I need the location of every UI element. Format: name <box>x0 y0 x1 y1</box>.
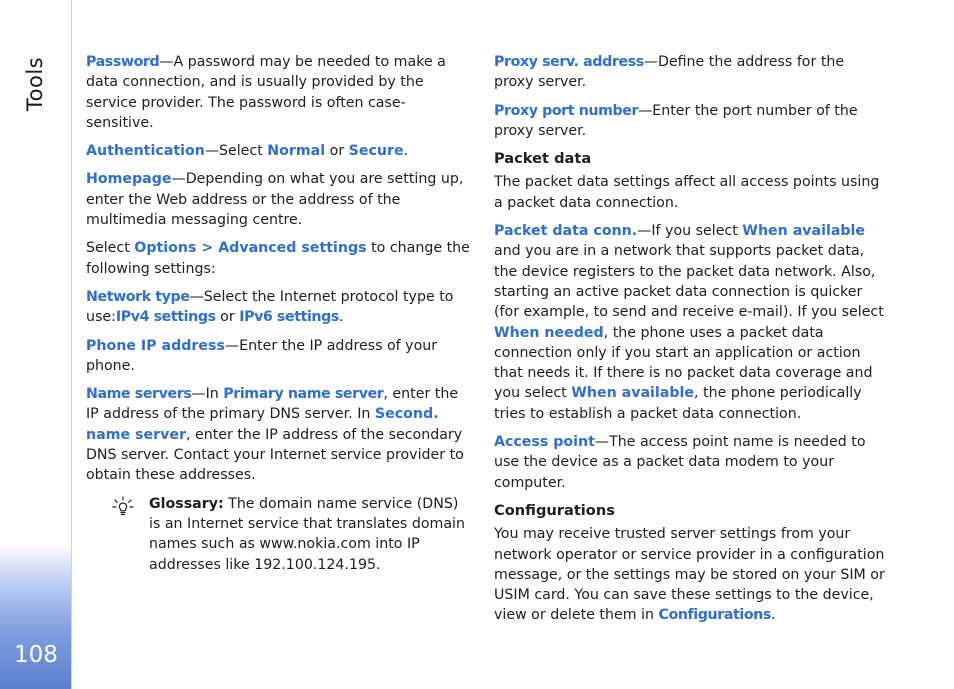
sidebar <box>0 0 72 689</box>
authentication-paragraph: Authentication—Select Normal or Secure. <box>86 143 409 160</box>
name-servers-paragraph: Name servers—In Primary name server, enter the IP address of the primary DNS server. In Second. name server, enter the IP address of the secondary DNS server. Contact your Internet service provider to obtain these addresses. <box>86 386 464 484</box>
network-type-keyword: Network type <box>86 288 190 305</box>
network-type-paragraph: Network type—Select the Internet protocol type to use:IPv4 settings or IPv6 settings. <box>86 288 454 326</box>
configurations-paragraph: You may receive trusted server settings from your network operator or service provider in a configuration message, or the settings may be stored on your SIM or USIM card. You can save these settings to the device, view or delete them in Configurations. <box>494 526 885 624</box>
password-paragraph: Password—A password may be needed to make a data connection, and is usually provided by the service provider. The password is often case-sensitive. <box>86 54 446 131</box>
normal-keyword: Normal <box>267 143 326 160</box>
glossary-text: Glossary: The domain name service (DNS) is an Internet service that translates domain names such as www.nokia.com into IP addresses like 192.100.124.195. <box>149 495 465 573</box>
authentication-keyword: Authentication <box>86 143 205 160</box>
phone-ip-paragraph: Phone IP address—Enter the IP address of your phone. <box>86 337 438 374</box>
advanced-settings-paragraph: Select Options > Advanced settings to change the following settings: <box>86 240 470 277</box>
proxy-port-paragraph: Proxy port number—Enter the port number of the proxy server. <box>494 102 858 139</box>
page-number: 108 <box>14 642 58 668</box>
proxy-address-paragraph: Proxy serv. address—Define the address for the proxy server. <box>494 54 845 91</box>
packet-data-conn-keyword: Packet data conn. <box>494 223 638 240</box>
advanced-settings-keyword: Options > Advanced settings <box>134 240 367 257</box>
name-servers-keyword: Name servers <box>86 386 192 403</box>
password-keyword: Password <box>86 54 160 70</box>
proxy-port-keyword: Proxy port number <box>494 102 639 119</box>
right-column <box>494 52 886 634</box>
packet-data-conn-paragraph: Packet data conn.—If you select When available and you are in a network that supports packet data, the device registers to the packet data network. Also, starting an active packet data connection is quicker (for example, to send and receive e-mail). If you select When needed, the phone uses a packet data connection only if you start an application or action that needs it. If there is no packet data coverage and you select When available, the phone periodically tries to establish a packet data connection. <box>494 223 884 422</box>
section-title: Tools <box>23 56 47 112</box>
glossary-label: Glossary: <box>149 495 224 512</box>
when-available-keyword: When available <box>742 223 866 240</box>
second-name-server-keyword: Second. name server <box>86 406 439 443</box>
ipv4-keyword: IPv4 settings <box>115 309 216 326</box>
homepage-keyword: Homepage <box>86 171 172 188</box>
secure-keyword: Secure <box>348 143 404 160</box>
ipv6-keyword: IPv6 settings <box>239 309 339 326</box>
phone-ip-keyword: Phone IP address <box>86 337 225 354</box>
configurations-heading: Configurations <box>494 501 615 519</box>
glossary-note <box>86 494 471 575</box>
access-point-keyword: Access point <box>494 434 595 451</box>
packet-data-intro: The packet data settings affect all access points using a packet data connection. <box>494 174 880 211</box>
proxy-address-keyword: Proxy serv. address <box>494 54 644 70</box>
when-available-keyword: When available <box>571 385 694 402</box>
access-point-paragraph: Access point—The access point name is needed to use the device as a packet data modem to your computer. <box>494 434 866 491</box>
left-column <box>86 52 471 583</box>
lightbulb-icon <box>112 496 134 518</box>
homepage-paragraph: Homepage—Depending on what you are setting up, enter the Web address or the address of the multimedia messaging centre. <box>86 171 464 229</box>
configurations-keyword: Configurations <box>658 607 771 624</box>
packet-data-heading: Packet data <box>494 150 592 168</box>
when-needed-keyword: When needed <box>494 324 604 341</box>
primary-name-server-keyword: Primary name server <box>223 386 384 403</box>
